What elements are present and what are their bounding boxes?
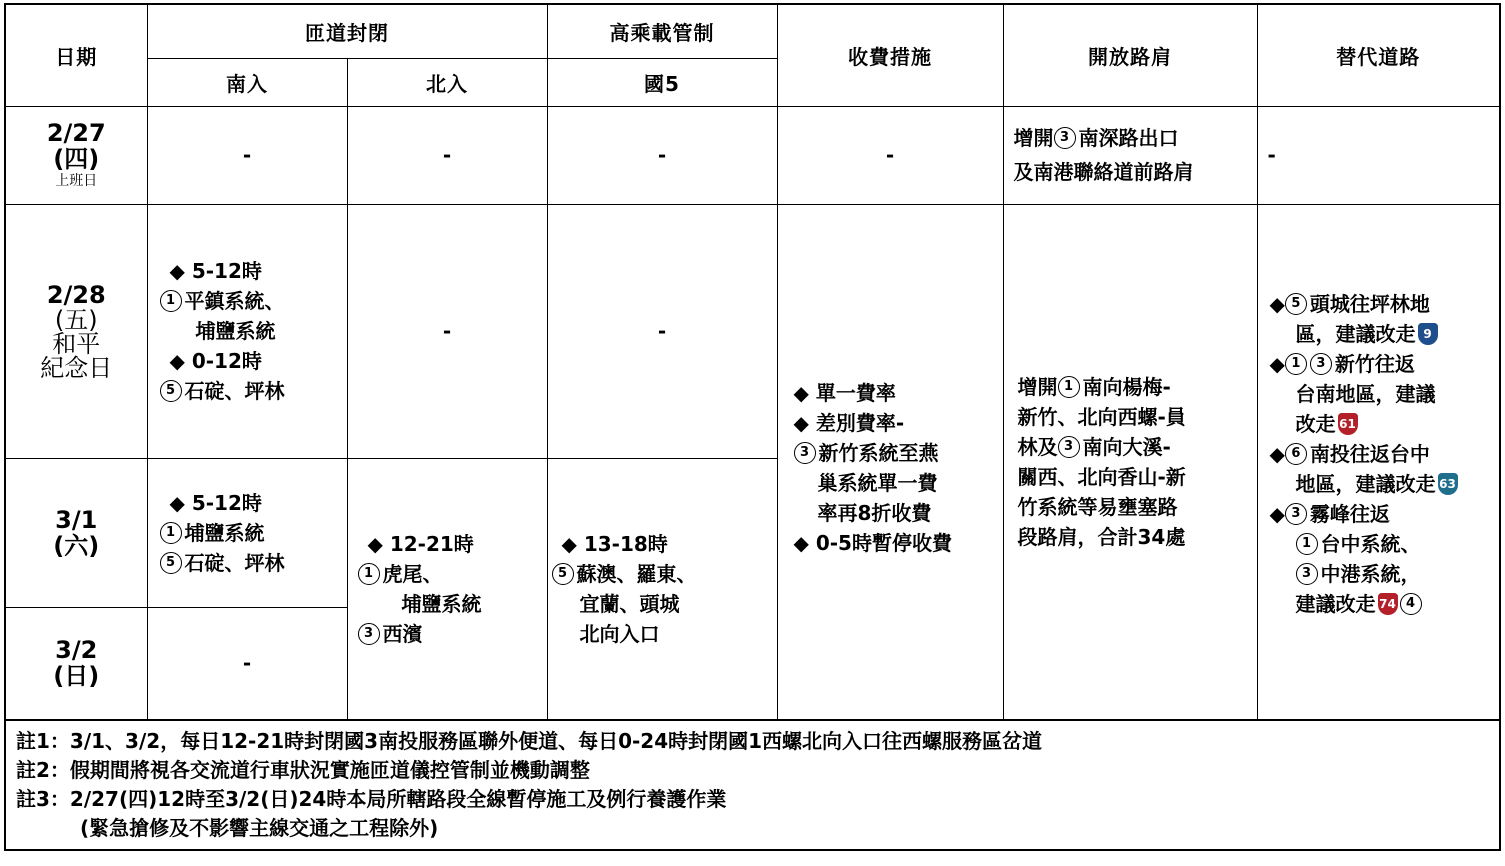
expressway-shield-icon: 9 [1418, 323, 1438, 345]
text: 西濱 [382, 621, 423, 646]
note-227: 上班日 [55, 173, 98, 189]
expressway-shield-icon: 63 [1438, 473, 1458, 495]
text: 宜蘭、頭城 [579, 591, 680, 616]
notes-section [6, 719, 1499, 849]
text: 關西、北向香山-新 [1017, 464, 1186, 489]
freeway-route-icon: 3 [1054, 127, 1076, 149]
text: 石碇、坪林 [184, 379, 285, 403]
freeway-route-icon: 1 [160, 522, 182, 544]
weekday-227: (四) [53, 145, 100, 173]
text: 台中系統、 [1320, 531, 1421, 556]
date-cell-301 [6, 458, 147, 607]
text: 林及 [1017, 434, 1058, 459]
text: 增開 [1013, 126, 1054, 150]
date-227: 2/27 [46, 119, 106, 147]
weekday-302: (日) [53, 662, 100, 690]
text: 霧峰往返 [1309, 501, 1390, 526]
text: 台南地區，建議 [1295, 381, 1436, 406]
date-301: 3/1 [55, 505, 98, 534]
text: ◆ 0-12時 [169, 349, 262, 373]
header-toll: 收費措施 [777, 5, 1003, 106]
text: 蘇澳、羅東、 [576, 561, 697, 586]
note-2: 註2：假期間將視各交流道行車狀況實施匝道儀控管制並機動調整 [16, 758, 590, 782]
text: 率再8折收費 [817, 500, 932, 525]
freeway-route-icon: 6 [1285, 443, 1307, 465]
text: 埔鹽系統 [184, 520, 265, 545]
text: ◆ [1269, 501, 1285, 526]
header-north-in: 北入 [347, 58, 547, 106]
text: 南投往返台中 [1309, 441, 1430, 466]
freeway-route-icon: 1 [1296, 533, 1318, 555]
header-hov: 高乘載管制 [547, 5, 777, 58]
text: 地區，建議改走 [1295, 471, 1436, 496]
shoulder-openings [1003, 204, 1257, 719]
freeway-route-icon: 3 [794, 442, 816, 464]
text: 頭城往坪林地 [1309, 291, 1430, 316]
north-228: - [347, 204, 547, 458]
date-cell-302 [6, 607, 147, 719]
freeway-route-icon: 1 [1285, 353, 1307, 375]
text: ◆ [1269, 441, 1285, 466]
holiday-228-b: 紀念日 [40, 354, 113, 382]
alternative-roads [1257, 204, 1499, 719]
header-hov-road: 國5 [547, 58, 777, 106]
north-301-302 [347, 458, 547, 719]
date-302: 3/2 [55, 636, 98, 664]
text: 虎尾、 [382, 561, 443, 586]
text: 竹系統等易壅塞路 [1017, 494, 1178, 519]
shoulder-227 [1003, 106, 1257, 204]
text: 建議改走 [1295, 591, 1376, 616]
toll-measures [777, 204, 1003, 719]
header-date: 日期 [6, 5, 147, 106]
freeway-route-icon: 1 [358, 563, 380, 585]
text: 新竹往返 [1334, 351, 1415, 376]
date-228: 2/28 [46, 281, 106, 309]
freeway-route-icon: 3 [1285, 503, 1307, 525]
freeway-route-icon: 3 [1058, 436, 1080, 458]
schedule-table [6, 5, 1499, 720]
text: ◆ [1269, 291, 1285, 316]
freeway-route-icon: 1 [160, 290, 182, 312]
date-cell-228 [6, 204, 147, 458]
text: 段路肩，合計34處 [1017, 524, 1186, 549]
freeway-route-icon: 5 [552, 563, 574, 585]
text: 南深路出口 [1078, 126, 1179, 150]
text: 新竹、北向西螺-員 [1017, 404, 1186, 429]
text: ◆ 差別費率- [793, 410, 905, 435]
note-3: 註3：2/27(四)12時至3/2(日)24時本局所轄路段全線暫停施工及例行養護作業 [16, 787, 727, 811]
hov-227: - [547, 106, 777, 204]
south-228 [147, 204, 347, 458]
text: ◆ 0-5時暫停收費 [793, 530, 952, 555]
text: 埔鹽系統 [401, 591, 482, 616]
header-alternative: 替代道路 [1257, 5, 1499, 106]
text: 石碇、坪林 [184, 550, 285, 575]
freeway-route-icon: 3 [358, 623, 380, 645]
freeway-route-icon: 3 [1296, 563, 1318, 585]
text: 改走 [1295, 411, 1336, 436]
text: 新竹系統至燕 [818, 440, 939, 465]
header-shoulder: 開放路肩 [1003, 5, 1257, 106]
freeway-route-icon: 4 [1400, 593, 1422, 615]
traffic-measures-table [4, 3, 1501, 851]
freeway-route-icon: 5 [1285, 293, 1307, 315]
text: ◆ 13-18時 [561, 531, 668, 556]
provincial-highway-shield-icon: 61 [1338, 413, 1358, 435]
alt-227: - [1257, 106, 1499, 204]
header-south-in: 南入 [147, 58, 347, 106]
holiday-228-a: 和平 [52, 330, 101, 358]
text: 中港系統， [1320, 561, 1421, 586]
provincial-highway-shield-icon: 74 [1378, 593, 1398, 615]
text: ◆ 5-12時 [169, 259, 262, 283]
south-301 [147, 458, 347, 607]
text: 平鎮系統、 [184, 289, 285, 313]
header-ramp-closure: 匝道封閉 [147, 5, 547, 58]
note-4: (緊急搶修及不影響主線交通之工程除外) [80, 816, 439, 840]
hov-228: - [547, 204, 777, 458]
text: 及南港聯絡道前路肩 [1013, 160, 1194, 184]
text: ◆ 12-21時 [367, 531, 474, 556]
text: 南向楊梅- [1082, 374, 1171, 399]
text: 增開 [1017, 374, 1058, 399]
text: ◆ 5-12時 [169, 490, 262, 515]
freeway-route-icon: 5 [160, 380, 182, 402]
toll-227: - [777, 106, 1003, 204]
weekday-228: (五) [54, 306, 98, 334]
text: 北向入口 [579, 621, 660, 646]
text: 區，建議改走 [1295, 321, 1416, 346]
hov-301-302 [547, 458, 777, 719]
freeway-route-icon: 1 [1058, 376, 1080, 398]
note-1: 註1：3/1、3/2，每日12-21時封閉國3南投服務區聯外便道、每日0-24時封閉國1西螺北向入口往西螺服務區岔道 [16, 729, 1043, 753]
text: ◆ 單一費率 [793, 380, 896, 405]
date-cell-227 [6, 106, 147, 204]
text: ◆ [1269, 351, 1285, 376]
weekday-301: (六) [53, 531, 100, 560]
freeway-route-icon: 3 [1310, 353, 1332, 375]
north-227: - [347, 106, 547, 204]
text: 南向大溪- [1082, 434, 1171, 459]
south-227: - [147, 106, 347, 204]
text: 埔鹽系統 [195, 319, 276, 343]
south-302: - [147, 607, 347, 719]
freeway-route-icon: 5 [160, 552, 182, 574]
text: 巢系統單一費 [817, 470, 938, 495]
